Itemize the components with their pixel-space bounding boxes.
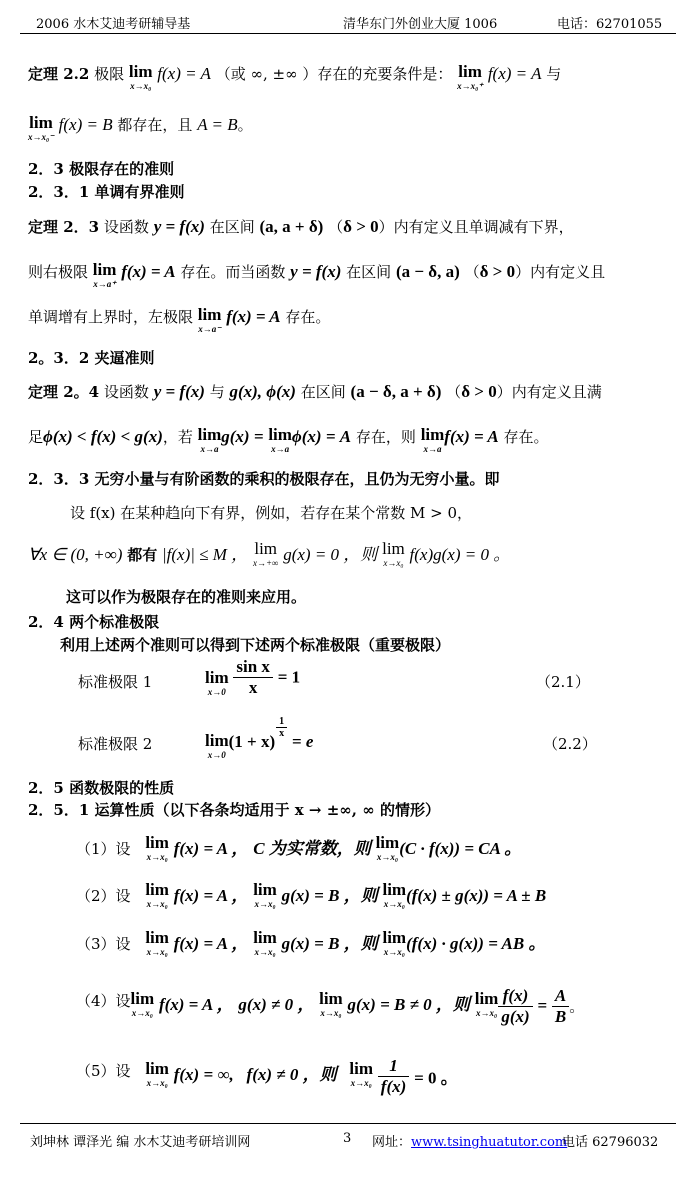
theorem-2-2-line2: lim x→x₀⁻ f(x) = B 都存在，且 A = B。 (28, 113, 253, 142)
paragraph-forall: ∀x ∈ (0, +∞) 都有 |f(x)| ≤ M ， lim x→+∞ g(x) = 0 ，则 lim x→x₀ f(x)g(x) = 0 。 (28, 539, 511, 568)
property-4: （4）设 lim x→x₀ f(x) = A ， g(x) ≠ 0 ， lim x→x₀ g(x) = B ≠ 0 ，则 lim x→x₀ $\frac{f(x)}{g(x)}$ = $\frac{A}{B}$ 。 (76, 985, 585, 1026)
paragraph-bounded: 设 f(x) 在某种趋向下有界，例如，若存在某个常数 M > 0， (70, 504, 473, 522)
paragraph-criterion-note: 这可以作为极限存在的准则来应用。 (66, 588, 307, 606)
theorem-2-4-line2: 足ϕ(x) < f(x) < g(x)，若 lim x→a g(x) = lim x→a ϕ(x) = A 存在，则 lim x→a f(x) = A 存在。 (28, 425, 549, 454)
header-rule (20, 33, 676, 34)
theorem-2-4-line1: 定理 2。4 设函数 y = f(x) 与 g(x), ϕ(x) 在区间 (a − δ, a + δ) （δ > 0）内有定义且满 (28, 382, 602, 401)
header-right: 电话：62701055 (557, 17, 663, 32)
theorem-2-2-line1: 定理 2.2 极限 lim x→x₀ f(x) = A （或 ∞, ±∞ ）存在的充要条件是： lim x→x₀⁺ f(x) = A 与 (28, 62, 562, 91)
header-left: 2006 水木艾迪考研辅导基 (36, 17, 191, 32)
standard-limit-2-label: 标准极限 2 (78, 735, 153, 753)
header-center: 清华东门外创业大厦 1006 (343, 17, 498, 32)
theorem-2-3-line1: 定理 2．3 设函数 y = f(x) 在区间 (a, a + δ) （δ > 0）内有定义且单调减有下界， (28, 217, 574, 236)
section-2-4-title: 2．4 两个标准极限 (28, 613, 160, 631)
footer-page-number: 3 (343, 1131, 352, 1146)
section-2-3-title: 2．3 极限存在的准则 (28, 160, 175, 178)
section-2-3-3-title: 2．3．3 无穷小量与有阶函数的乘积的极限存在，且仍为无穷小量。即 (28, 470, 500, 488)
footer-phone: 电话 62796032 (562, 1135, 659, 1150)
standard-limit-1-formula: lim x→0 $\frac{\text{sin x}}{x}$ = 1 (205, 657, 301, 697)
footer-site: 网址：www.tsinghuatutor.com (372, 1135, 568, 1150)
property-3: （3）设 lim x→x₀ f(x) = A ， lim x→x₀ g(x) = B ，则 lim x→x₀ (f(x) · g(x)) = AB 。 (76, 928, 546, 957)
section-2-3-1-title: 2．3．1 单调有界准则 (28, 183, 185, 201)
equation-tag-2-2: （2.2） (543, 735, 597, 753)
footer-left: 刘坤林 谭泽光 编 水木艾迪考研培训网 (30, 1135, 251, 1150)
property-1: （1）设 lim x→x₀ f(x) = A ， C 为实常数，则 lim x→x₀ (C · f(x)) = CA 。 (76, 833, 522, 862)
theorem-2-3-line2: 则右极限 lim x→a⁺ f(x) = A 存在。而当函数 y = f(x) 在区间 (a − δ, a) （δ > 0）内有定义且 (28, 260, 606, 289)
theorem-2-3-line3: 单调增有上界时，左极限 lim x→a⁻ f(x) = A 存在。 (28, 305, 331, 334)
property-5: （5）设 lim x→x₀ f(x) = ∞, f(x) ≠ 0 ，则 lim x→x₀ $\frac{1}{f(x)}$ = 0 。 (76, 1055, 458, 1096)
section-2-3-2-title: 2。3．2 夹逼准则 (28, 349, 155, 367)
standard-limit-2-formula: lim x→0 (1 + x) $\frac{1}{x}$ = e (205, 716, 314, 760)
footer-site-link[interactable]: www.tsinghuatutor.com (411, 1135, 568, 1150)
equation-tag-2-1: （2.1） (536, 673, 590, 691)
section-2-4-intro: 利用上述两个准则可以得到下述两个标准极限（重要极限） (60, 636, 451, 654)
standard-limit-1-label: 标准极限 1 (78, 673, 153, 691)
section-2-5-1-title: 2．5．1 运算性质（以下各条均适用于 x → ±∞, ∞ 的情形） (28, 801, 440, 819)
property-2: （2）设 lim x→x₀ f(x) = A ， lim x→x₀ g(x) = B ，则 lim x→x₀ (f(x) ± g(x)) = A ± B (76, 880, 547, 909)
section-2-5-title: 2．5 函数极限的性质 (28, 779, 175, 797)
footer-rule (20, 1123, 676, 1124)
